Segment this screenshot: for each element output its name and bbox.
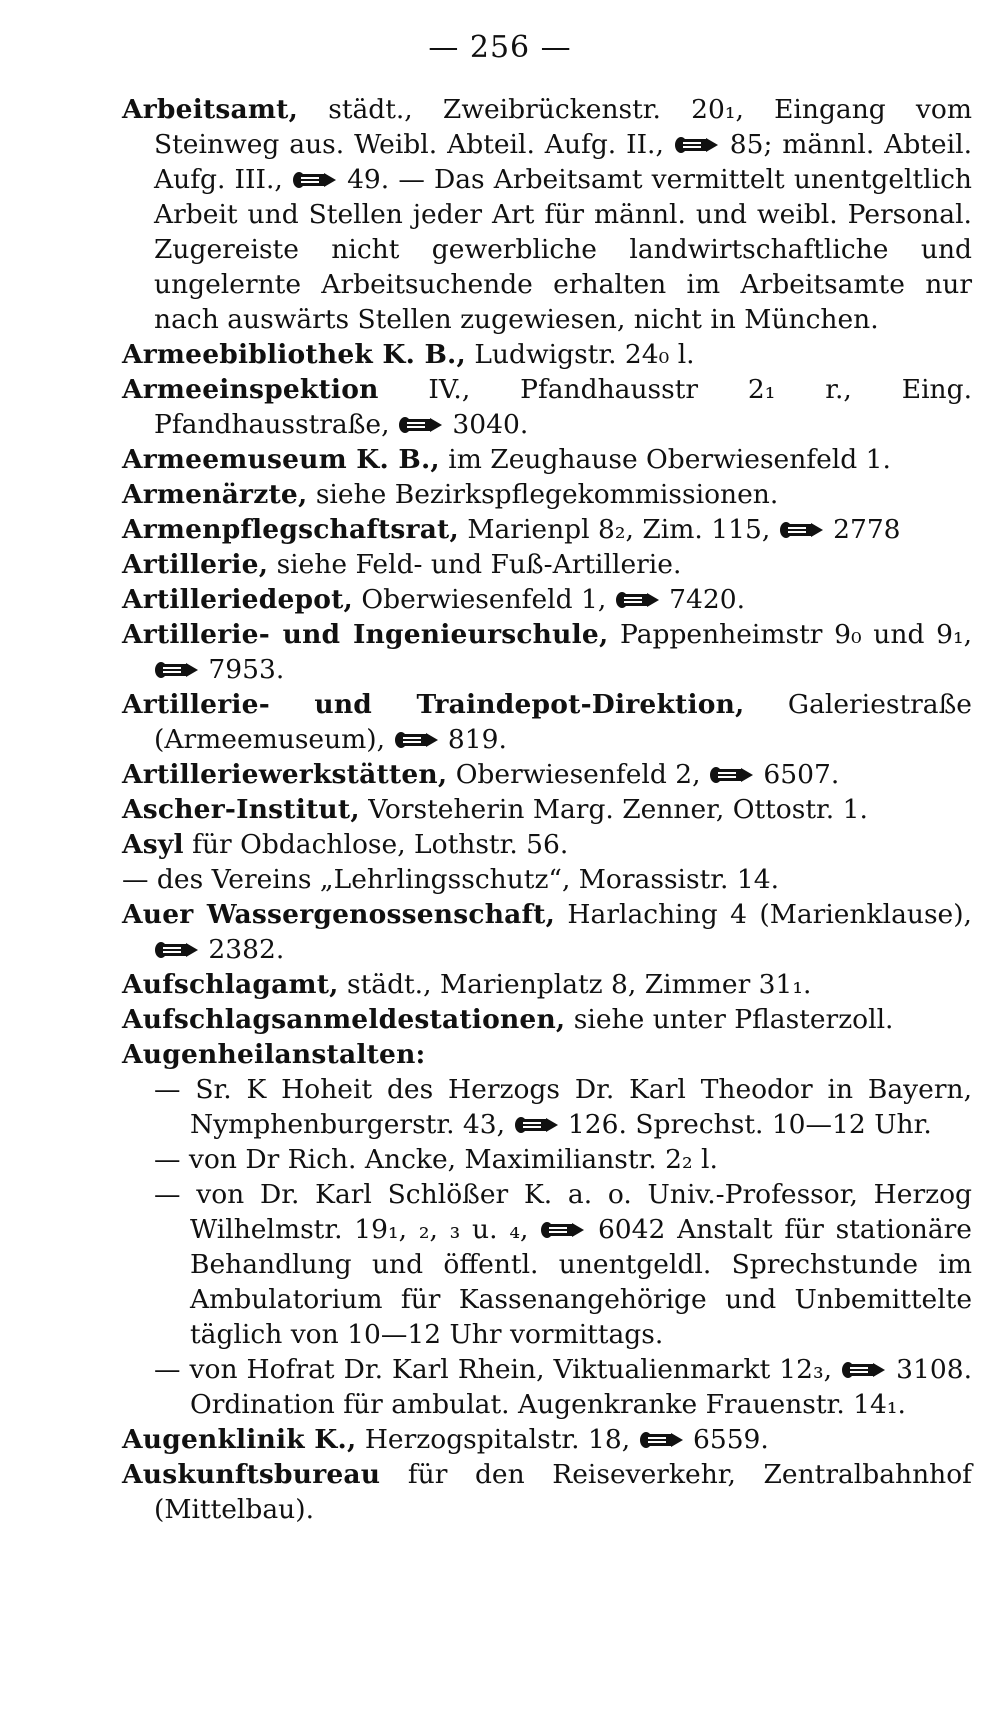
- telephone-icon: [674, 135, 720, 155]
- telephone-icon: [292, 170, 338, 190]
- entry-dash: —: [154, 1074, 181, 1105]
- entry-armeemuseum: [122, 442, 972, 477]
- entry-text: siehe unter Pflasterzoll.: [565, 1004, 894, 1035]
- entry-augenheil-schloesser: [122, 1177, 972, 1352]
- entry-text: Herzogspitalstr. 18,: [356, 1424, 639, 1455]
- telephone-icon: [779, 520, 825, 540]
- entry-heading: Ascher-Institut,: [122, 794, 360, 825]
- telephone-icon: [154, 940, 200, 960]
- telephone-icon: [639, 1430, 685, 1450]
- entry-text: 126. Sprechst. 10—12 Uhr.: [559, 1109, 932, 1140]
- entry-text: von Dr Rich. Ancke, Maximilianstr. 2₂ l.: [180, 1144, 718, 1175]
- entry-augenheil-ancke: [122, 1142, 972, 1177]
- entry-artilleriewerkstaetten: [122, 757, 972, 792]
- entry-auskunftsbureau: [122, 1457, 972, 1527]
- entry-heading: Armenärzte,: [122, 479, 308, 510]
- entry-traindepot-direktion: [122, 687, 972, 757]
- entry-text: Ludwigstr. 24₀ l.: [465, 339, 695, 370]
- entry-text: Galeriestraße (Armeemuseum),: [154, 689, 972, 755]
- entry-text: siehe Feld- und Fuß-Artillerie.: [268, 549, 682, 580]
- entry-text: für Obdachlose, Lothstr. 56.: [183, 829, 569, 860]
- entry-augenklinik: [122, 1422, 972, 1457]
- entry-text: Oberwiesenfeld 2,: [447, 759, 709, 790]
- entry-heading: Artillerie- und Ingenieurschule,: [122, 619, 609, 650]
- entry-armeeinspektion: [122, 372, 972, 442]
- entry-text: im Zeughause Oberwiesenfeld 1.: [439, 444, 891, 475]
- entry-text: 2382.: [200, 934, 285, 965]
- entry-artilleriedepot: [122, 582, 972, 617]
- entry-heading: Armeemuseum K. B.,: [122, 444, 440, 475]
- entry-artillerie: [122, 547, 972, 582]
- telephone-icon: [709, 765, 755, 785]
- entry-text: von Dr. Karl Schlößer K. a. o. Univ.-Professor, Herzog Wilhelmstr. 19₁, ₂, ₃ u. ₄,: [180, 1179, 972, 1245]
- entry-heading: Augenheilanstalten:: [122, 1039, 426, 1070]
- entry-arbeitsamt: [122, 92, 972, 337]
- entry-heading: Armeeinspektion: [122, 374, 379, 405]
- entry-text: Marienpl 8₂, Zim. 115,: [458, 514, 779, 545]
- telephone-icon: [540, 1220, 586, 1240]
- entry-heading: Auskunftsbureau: [122, 1459, 381, 1490]
- telephone-icon: [514, 1115, 560, 1135]
- entry-text: städt., Marienplatz 8, Zimmer 31₁.: [338, 969, 812, 1000]
- entry-text: 819.: [439, 724, 507, 755]
- entry-text: für den Reiseverkehr, Zentralbahnhof (Mittelbau).: [154, 1459, 972, 1525]
- entry-aufschlagamt: [122, 967, 972, 1002]
- entry-auer-wassergenossenschaft: [122, 897, 972, 967]
- entry-text: Vorsteherin Marg. Zenner, Ottostr. 1.: [359, 794, 868, 825]
- entry-armeebibliothek: [122, 337, 972, 372]
- entry-augenheil-rhein: [122, 1352, 972, 1422]
- entry-heading: Auer Wassergenossenschaft,: [122, 899, 556, 930]
- entry-text: 6507.: [755, 759, 840, 790]
- entry-dash: —: [154, 1354, 181, 1385]
- entry-heading: Artillerie,: [122, 549, 269, 580]
- entry-ascher-institut: [122, 792, 972, 827]
- page-number: — 256 —: [428, 30, 572, 65]
- entry-heading: Aufschlagamt,: [122, 969, 339, 1000]
- telephone-icon: [841, 1360, 887, 1380]
- entry-text: 7420.: [660, 584, 745, 615]
- entry-text: Pappenheimstr 9₀ und 9₁,: [608, 619, 972, 650]
- entry-heading: Armeebibliothek K. B.,: [122, 339, 466, 370]
- entry-heading: Artilleriedepot,: [122, 584, 353, 615]
- entry-aufschlagsanmeldestationen: [122, 1002, 972, 1037]
- entry-text: von Hofrat Dr. Karl Rhein, Viktualienmarkt 12₃,: [180, 1354, 842, 1385]
- entry-heading: Aufschlagsanmeldestationen,: [122, 1004, 566, 1035]
- entry-text: Oberwiesenfeld 1,: [352, 584, 615, 615]
- entry-dash: —: [154, 1144, 181, 1175]
- entry-armenpflegschaftsrat: [122, 512, 972, 547]
- entry-asyl: [122, 827, 972, 862]
- entry-text: 3108. Ordination für ambulat. Augenkranke Frauenstr. 14₁.: [190, 1354, 972, 1420]
- entry-dash: —: [122, 864, 149, 895]
- entry-heading: Armenpflegschaftsrat,: [122, 514, 459, 545]
- entry-text: des Vereins „Lehrlingsschutz“, Morassistr. 14.: [148, 864, 780, 895]
- entry-text: 6042 Anstalt für stationäre Behandlung und öffentl. unentgeldl. Sprechstunde im Ambulatorium für Kassenangehörige und Unbemittelte täglich von 10—12 Uhr vormittags.: [190, 1214, 972, 1350]
- entry-text: 85; männl. Abteil. Aufg. III.,: [154, 129, 972, 195]
- entry-augenheil-herzog: [122, 1072, 972, 1142]
- entry-augenheilanstalten: [122, 1037, 972, 1072]
- entry-heading: Artilleriewerkstätten,: [122, 759, 448, 790]
- telephone-icon: [615, 590, 661, 610]
- entry-armenaerzte: [122, 477, 972, 512]
- entry-text: 3040.: [443, 409, 529, 440]
- entry-text: IV., Pfandhausstr 2₁ r., Eing. Pfandhausstraße,: [154, 374, 972, 440]
- entry-text: siehe Bezirkspflegekommissionen.: [307, 479, 779, 510]
- entry-text: städt., Zweibrückenstr. 20₁, Eingang vom Steinweg aus. Weibl. Abteil. Aufg. II.,: [154, 94, 972, 160]
- entry-artillerie-ingenieurschule: [122, 617, 972, 687]
- entry-dash: —: [154, 1179, 181, 1210]
- entry-text: Harlaching 4 (Marienklause),: [555, 899, 972, 930]
- directory-entries: [122, 92, 972, 1527]
- entry-text: 7953.: [200, 654, 285, 685]
- entry-heading: Artillerie- und Traindepot-Direktion,: [122, 689, 745, 720]
- telephone-icon: [154, 660, 200, 680]
- entry-heading: Augenklinik K.,: [122, 1424, 357, 1455]
- entry-text: 49. — Das Arbeitsamt vermittelt unentgeltlich Arbeit und Stellen jeder Art für männl. und weibl. Personal. Zugereiste nicht gewerbliche landwirtschaftliche und ungelernte Arbeitsuchende erhalten im Arbeitsamte nur nach auswärts Stellen zugewiesen, nicht in München.: [154, 164, 973, 335]
- entry-text: 6559.: [684, 1424, 769, 1455]
- telephone-icon: [398, 415, 444, 435]
- telephone-icon: [394, 730, 440, 750]
- entry-heading: Arbeitsamt,: [122, 94, 299, 125]
- entry-heading: Asyl: [122, 829, 184, 860]
- entry-asyl-lehrlingsschutz: [122, 862, 972, 897]
- entry-text: 2778: [824, 514, 901, 545]
- entry-text: Sr. K Hoheit des Herzogs Dr. Karl Theodor in Bayern, Nymphenburgerstr. 43,: [180, 1074, 972, 1140]
